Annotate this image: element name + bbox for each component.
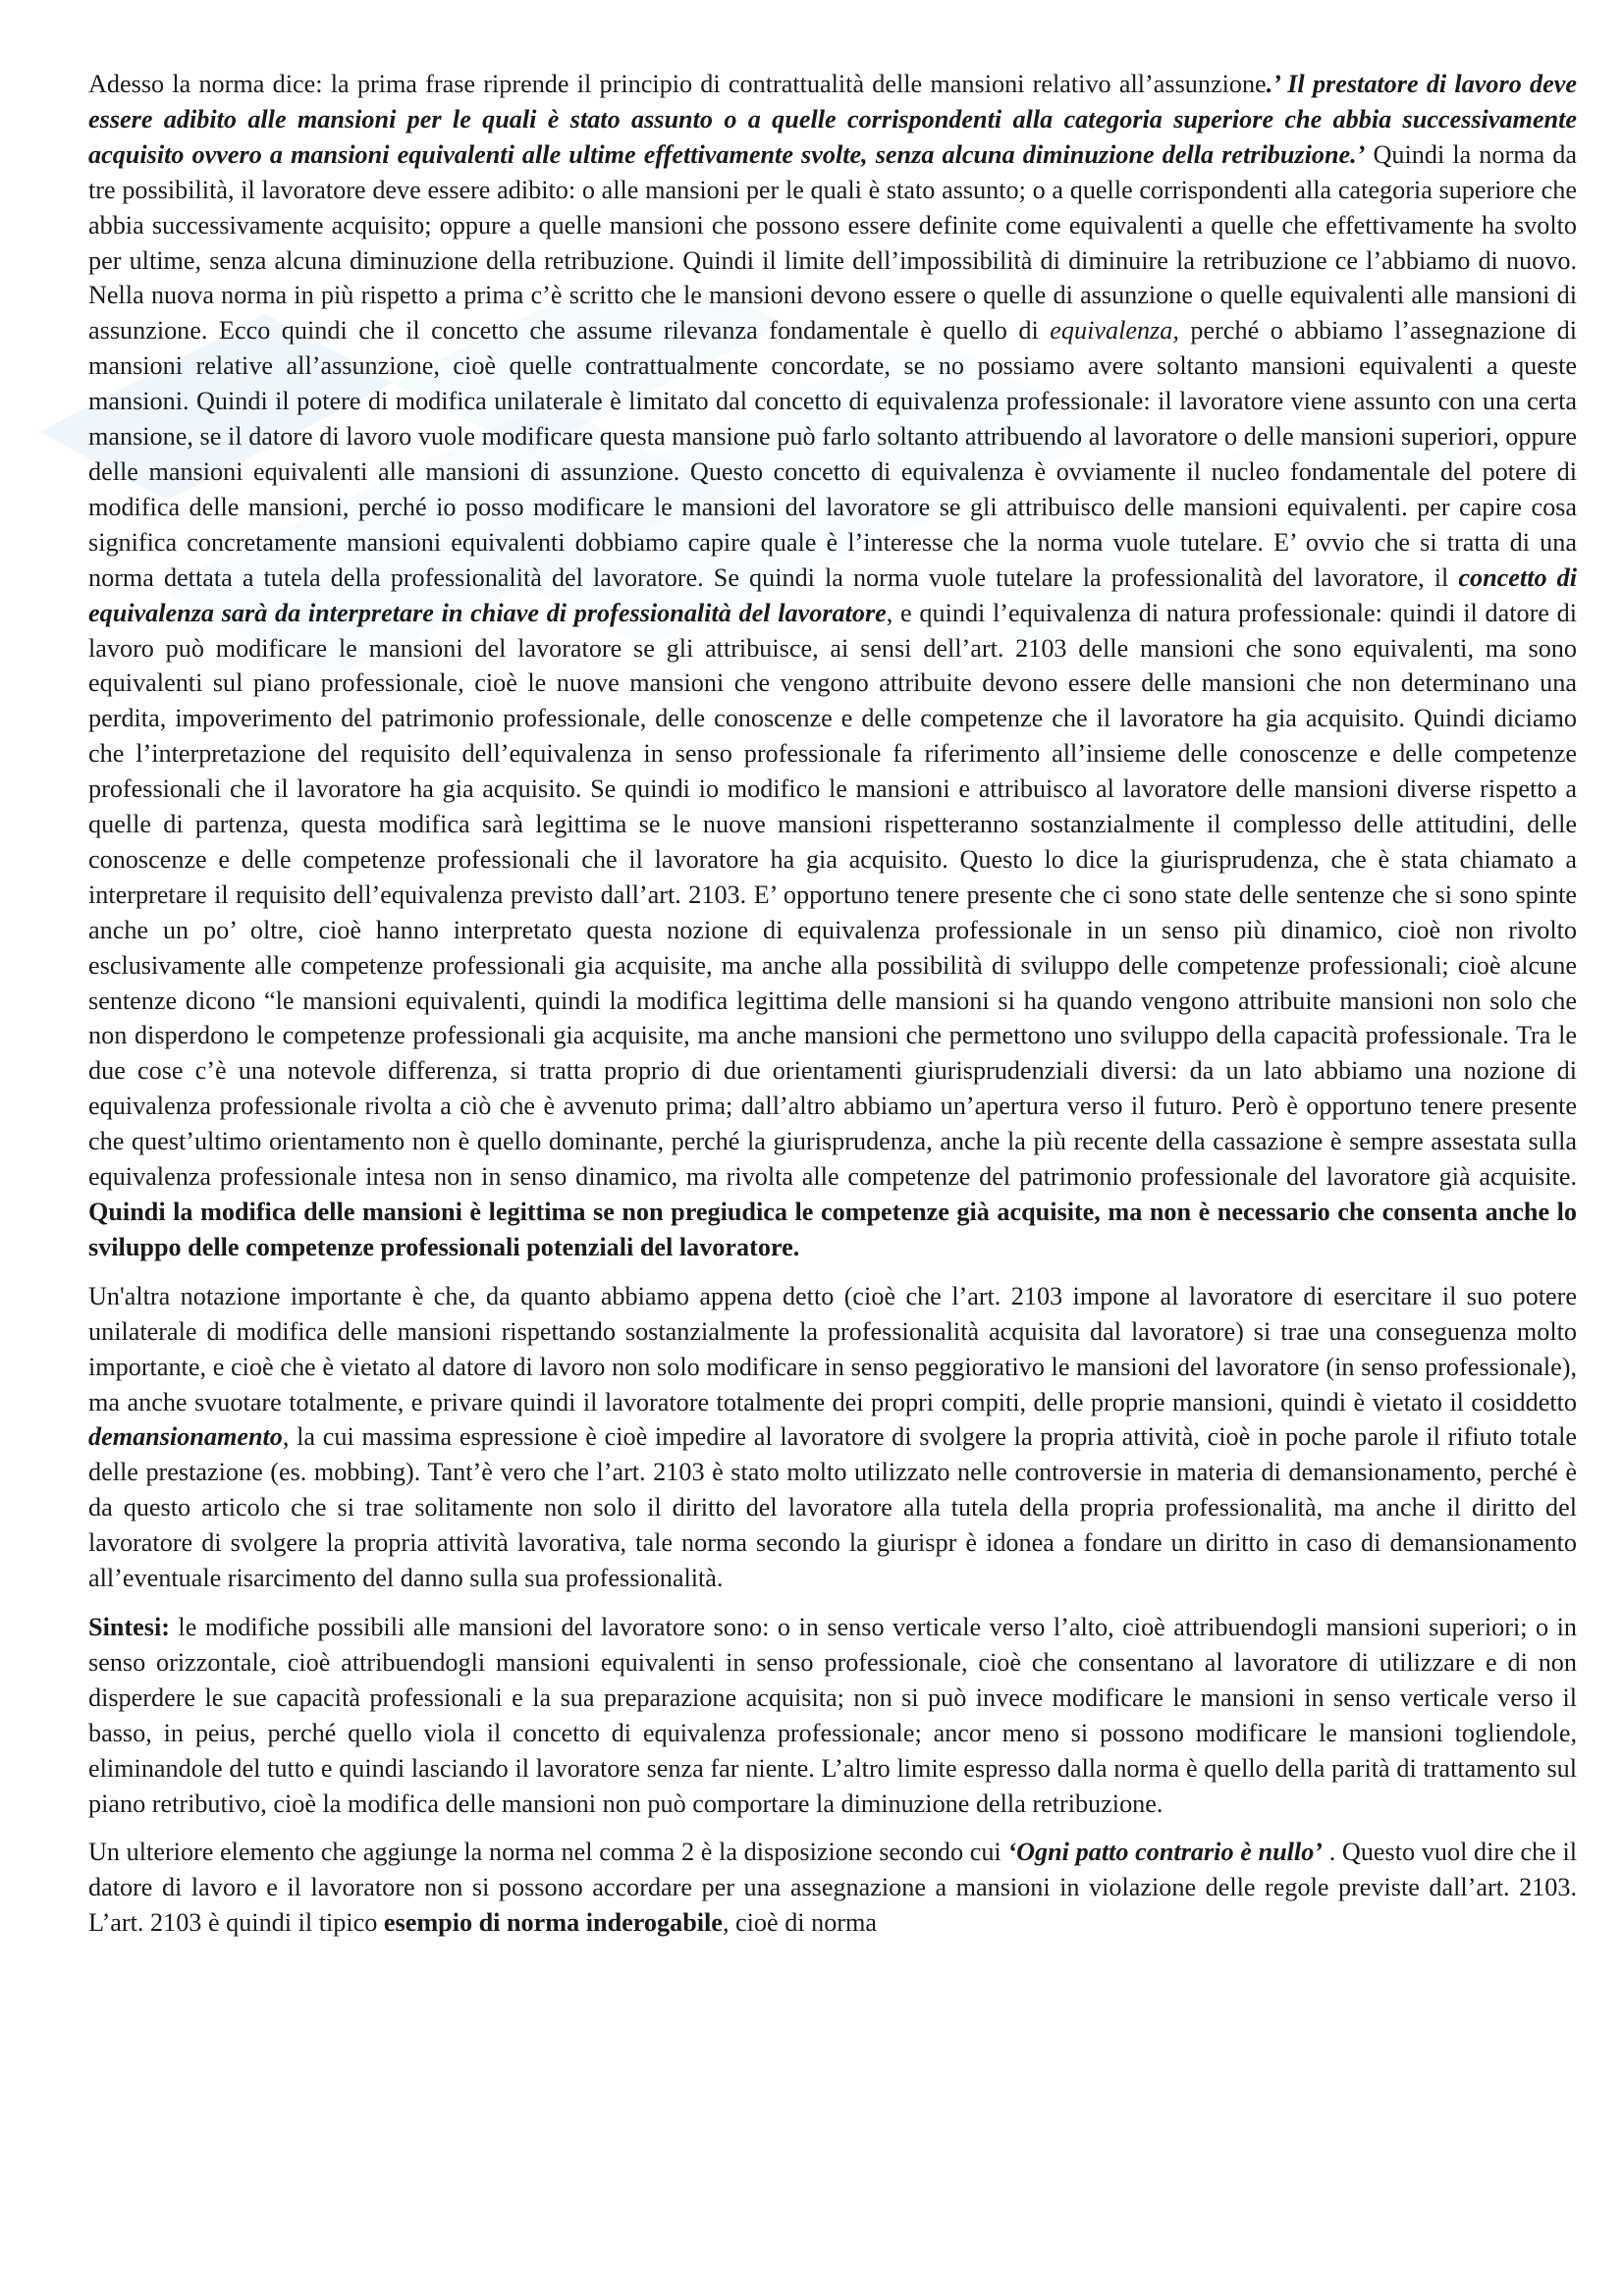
- text-run: Adesso la norma dice: la prima frase riprende il principio di contrattualità delle mansioni relativo all’assunzione: [88, 70, 1267, 98]
- text-run-demansionamento: demansionamento: [88, 1422, 283, 1452]
- text-run-sintesi-label: Sintesi:: [88, 1612, 170, 1641]
- text-run-equivalenza: equivalenza,: [1050, 316, 1179, 346]
- text-run: . Questo vuol dire che il datore di lavoro e il lavoratore non si possono accordare per una assegnazione a mansioni in violazione delle regole previste dall’art. 2103. L’art. 2103 è quindi il tipico: [88, 1838, 1577, 1938]
- text-run-patto-nullo: ‘Ogni patto contrario è nullo’: [1007, 1838, 1324, 1867]
- paragraph-demansionamento: [88, 1279, 1577, 1596]
- paragraph-patto-contrario: [88, 1835, 1577, 1941]
- paragraph-sintesi: [88, 1610, 1577, 1821]
- text-run-chiave-professionalita: concetto di equivalenza sarà da interpretare in chiave di professionalità del lavoratore: [88, 562, 1577, 627]
- text-run-norma-inderogabile: esempio di norma inderogabile: [383, 1908, 723, 1938]
- text-run: Un ulteriore elemento che aggiunge la norma nel comma 2 è la disposizione secondo cui: [88, 1838, 1008, 1867]
- text-run: , e quindi l’equivalenza di natura professionale: quindi il datore di lavoro può modificare le mansioni del lavoratore se gli attribuisce, ai sensi dell’art. 2103 delle mansioni che sono equivalenti, ma sono equivalenti sul piano professionale, cioè le nuove mansioni che vengono attribuite devono essere delle mansioni che non determinano una perdita, impoverimento del patrimonio professionale, delle conoscenze e delle competenze che il lavoratore ha gia acquisito. Quindi diciamo che l’interpretazione del requisito dell’equivalenza in senso professionale fa riferimento all’insieme delle conoscenze e delle competenze professionali che il lavoratore ha gia acquisito. Se quindi io modifico le mansioni e attribuisco al lavoratore delle mansioni diverse rispetto a quelle di partenza, questa modifica sarà legittima se le nuove mansioni rispetteranno sostanzialmente il complesso delle attitudini, delle conoscenze e delle competenze professionali che il lavoratore ha gia acquisito. Questo lo dice la giurisprudenza, che è stata chiamato a interpretare il requisito dell’equivalenza previsto dall’art. 2103. E’ opportuno tenere presente che ci sono state delle sentenze che si sono spinte anche un po’ oltre, cioè hanno interpretato questa nozione di equivalenza professionale in un senso più dinamico, cioè non rivolto esclusivamente alle competenze professionali gia acquisite, ma anche alla possibilità di sviluppo delle competenze professionali; cioè alcune sentenze dicono “le mansioni equivalenti, quindi la modifica legittima delle mansioni si ha quando vengono attribuite mansioni non solo che non disperdono le competenze professionali gia acquisite, ma anche mansioni che permettono uno sviluppo della capacità professionale. Tra le due cose c’è una notevole differenza, si tratta proprio di due orientamenti giurisprudenziali diversi: da un lato abbiamo una nozione di equivalenza professionale rivolta a ciò che è avvenuto prima; dall’altro abbiamo un’apertura verso il futuro. Però è opportuno tenere presente che quest’ultimo orientamento non è quello dominante, perché la giurisprudenza, anche la più recente della cassazione è sempre assestata sulla equivalenza professionale intesa non in senso dinamico, ma rivolta alle competenze del patrimonio professionale del lavoratore già acquisite.: [88, 598, 1577, 1192]
- text-run: , cioè di norma: [722, 1908, 878, 1938]
- text-run: le modifiche possibili alle mansioni del lavoratore sono: o in senso verticale verso l’alto, cioè attribuendogli mansioni superiori; o in senso orizzontale, cioè attribuendogli mansioni equivalenti in senso professionale, cioè che consentano al lavoratore di utilizzare e di non disperdere le sue capacità professionali e la sua preparazione acquisita; non si può invece modificare le mansioni in senso verticale verso il basso, in peius, perché quello viola il concetto di equivalenza professionale; ancor meno si possono modificare le mansioni togliendole, eliminandole del tutto e quindi lasciando il lavoratore senza far niente. L’altro limite espresso dalla norma è quello della parità di trattamento sul piano retributivo, cioè la modifica delle mansioni non può comportare la diminuzione della retribuzione.: [88, 1612, 1577, 1818]
- document-body: [88, 67, 1577, 1954]
- text-run-quote-norma: .’ Il prestatore di lavoro deve essere adibito alle mansioni per le quali è stato assunto o a quelle corrispondenti alla categoria superiore che abbia successivamente acquisito ovvero a mansioni equivalenti alle ultime effettivamente svolte, senza alcuna diminuzione della retribuzione.’: [88, 70, 1577, 169]
- text-run: Quindi la norma da tre possibilità, il lavoratore deve essere adibito: o alle mansioni per le quali è stato assunto; o a quelle corrispondenti alla categoria superiore che abbia successivamente acquisito; oppure a quelle mansioni che possono essere definite come equivalenti a quelle che effettivamente ha svolto per ultime, senza alcuna diminuzione della retribuzione. Quindi il limite dell’impossibilità di diminuire la retribuzione ce l’abbiamo di nuovo. Nella nuova norma in più rispetto a prima c’è scritto che le mansioni devono essere o quelle di assunzione o quelle equivalenti alle mansioni di assunzione. Ecco quindi che il concetto che assume rilevanza fondamentale è quello di: [88, 139, 1577, 346]
- text-run: , la cui massima espressione è cioè impedire al lavoratore di svolgere la propria attività, cioè in poche parole il rifiuto totale delle prestazione (es. mobbing). Tant’è vero che l’art. 2103 è stato molto utilizzato nelle controversie in materia di demansionamento, perché è da questo articolo che si trae solitamente non solo il diritto del lavoratore alla tutela della propria professionalità, ma anche il diritto del lavoratore di svolgere la propria attività lavorativa, tale norma secondo la giurispr è idonea a fondare un diritto in caso di demansionamento all’eventuale risarcimento del danno sulla sua professionalità.: [88, 1422, 1577, 1593]
- text-run-conclusione: Quindi la modifica delle mansioni è legittima se non pregiudica le competenze già acquisite, ma non è necessario che consenta anche lo sviluppo delle competenze professionali potenziali del lavoratore.: [88, 1198, 1577, 1261]
- text-run: perché o abbiamo l’assegnazione di mansioni relative all’assunzione, cioè quelle contrattualmente concordate, se no possiamo avere soltanto mansioni equivalenti a queste mansioni. Quindi il potere di modifica unilaterale è limitato dal concetto di equivalenza professionale: il lavoratore viene assunto con una certa mansione, se il datore di lavoro vuole modificare questa mansione può farlo soltanto attribuendo al lavoratore o delle mansioni superiori, oppure delle mansioni equivalenti alle mansioni di assunzione. Questo concetto di equivalenza è ovviamente il nucleo fondamentale del potere di modifica delle mansioni, perché io posso modificare le mansioni del lavoratore se gli attribuisco delle mansioni equivalenti. per capire cosa significa concretamente mansioni equivalenti dobbiamo capire quale è l’interesse che la norma vuole tutelare. E’ ovvio che si tratta di una norma dettata a tutela della professionalità del lavoratore. Se quindi la norma vuole tutelare la professionalità del lavoratore, il: [88, 316, 1578, 592]
- text-run: Un'altra notazione importante è che, da quanto abbiamo appena detto (cioè che l’art. 2103 impone al lavoratore di esercitare il suo potere unilaterale di modifica delle mansioni rispettando sostanzialmente la professionalità acquisita dal lavoratore) si trae una conseguenza molto importante, e cioè che è vietato al datore di lavoro non solo modificare in senso peggiorativo le mansioni del lavoratore (in senso professionale), ma anche svuotare totalmente, e privare quindi il lavoratore totalmente dei propri compiti, delle proprie mansioni, quindi è vietato il cosiddetto: [88, 1281, 1577, 1416]
- paragraph-equivalenza: [88, 67, 1577, 1265]
